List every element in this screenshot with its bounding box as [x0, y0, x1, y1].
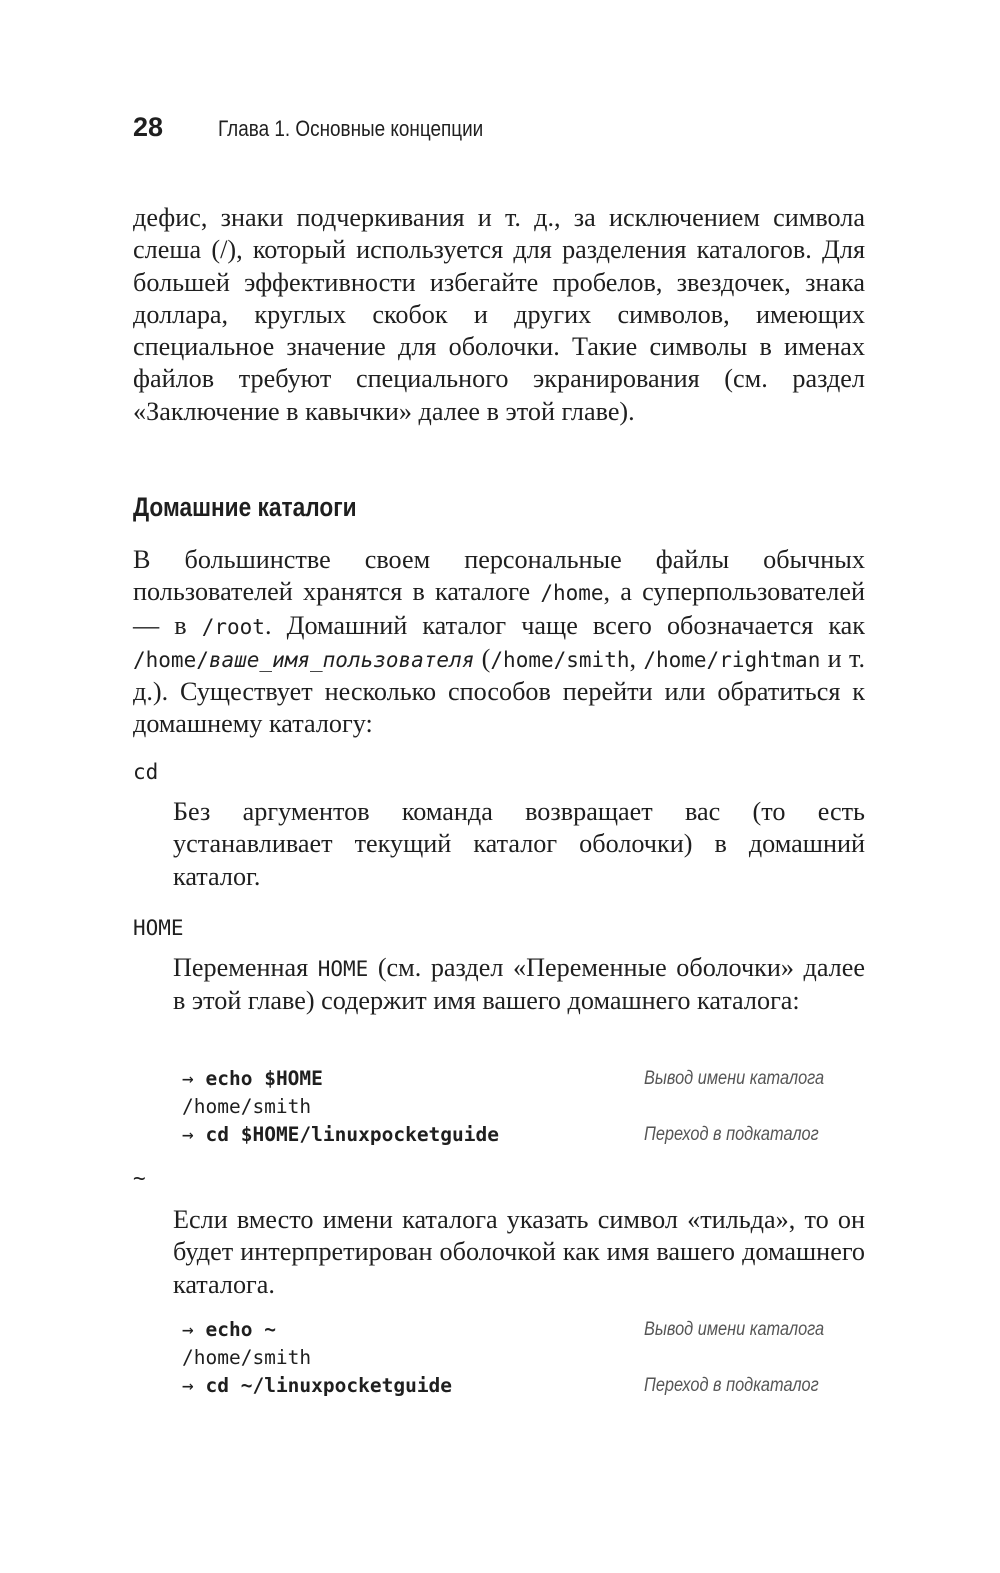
- chapter-title: Глава 1. Основные концепции: [218, 116, 484, 141]
- definition-tilde: Если вместо имени каталога указать символ «тильда», то он будет интерпретирован оболочкой как имя вашего домашнего каталога.: [173, 1205, 865, 1299]
- code-command: echo $HOME: [205, 1067, 323, 1090]
- intro-paragraph: дефис, знаки подчеркивания и т. д., за исключением символа слеша (/), который используется для разделения каталогов. Для большей эффективности избегайте пробелов, звездочек, знака доллара, круглых скобок и других символов, имеющих специальное значение для оболочки. Такие символы в именах файлов требуют специального экранирования (см. раздел «Заключение в кавычки» далее в этой главе).: [133, 203, 865, 426]
- section-heading: Домашние каталоги: [133, 492, 357, 522]
- code-line: [182, 1344, 865, 1372]
- inline-code-italic: ваше_имя_пользователя: [208, 647, 475, 672]
- text-run: (: [474, 643, 491, 673]
- code-block-home: [182, 1065, 865, 1149]
- code-output: /home/smith: [182, 1095, 312, 1118]
- code-line: [182, 1093, 865, 1121]
- code-command: cd $HOME/linuxpocketguide: [205, 1123, 499, 1146]
- prompt-arrow: →: [182, 1318, 194, 1341]
- code-line: [182, 1121, 865, 1149]
- term-tilde: ~: [133, 1166, 146, 1190]
- text-run: Переменная: [173, 953, 318, 982]
- code-comment: Переход в подкаталог: [644, 1124, 819, 1145]
- code-line: [182, 1065, 865, 1093]
- prompt-arrow: →: [182, 1374, 194, 1397]
- inline-code: /root: [201, 614, 265, 639]
- inline-code: /home/smith: [490, 647, 630, 672]
- text-run: ,: [629, 643, 644, 673]
- code-line: [182, 1372, 865, 1400]
- inline-code: HOME: [317, 957, 369, 981]
- home-directories-paragraph: [133, 544, 865, 741]
- code-block-tilde: [182, 1316, 865, 1400]
- text-run: и т. д.). Существует несколько способов перейти или обратиться к домашнему каталогу:: [133, 643, 865, 739]
- term-cd: cd: [133, 760, 159, 784]
- running-head: [133, 112, 526, 152]
- code-comment: Вывод имени каталога: [644, 1068, 825, 1089]
- code-command: cd ~/linuxpocketguide: [205, 1374, 453, 1397]
- text-run: . Домашний каталог чаще всего обозначается как: [264, 610, 865, 640]
- page-number: 28: [133, 112, 164, 142]
- inline-code: /home/: [133, 647, 209, 672]
- code-comment: Вывод имени каталога: [644, 1319, 825, 1340]
- inline-code: /home/rightman: [643, 647, 821, 672]
- definition-cd: Без аргументов команда возвращает вас (то есть устанавливает текущий каталог оболочки) в домашний каталог.: [173, 797, 865, 891]
- definition-home: [173, 952, 865, 1018]
- code-command: echo ~: [205, 1318, 276, 1341]
- text-run: (см. раздел «Переменные оболочки» далее в этой главе) содержит имя вашего домашнего каталога:: [173, 953, 865, 1016]
- inline-code: /home: [540, 581, 604, 606]
- prompt-arrow: →: [182, 1067, 194, 1090]
- code-output: /home/smith: [182, 1346, 312, 1369]
- prompt-arrow: →: [182, 1123, 194, 1146]
- text-run: , а суперпользователей — в: [133, 577, 865, 640]
- text-run: В большинстве своем персональные файлы обычных пользователей хранятся в каталоге: [133, 545, 865, 607]
- code-line: [182, 1316, 865, 1344]
- code-comment: Переход в подкаталог: [644, 1375, 819, 1396]
- term-home: HOME: [133, 916, 184, 940]
